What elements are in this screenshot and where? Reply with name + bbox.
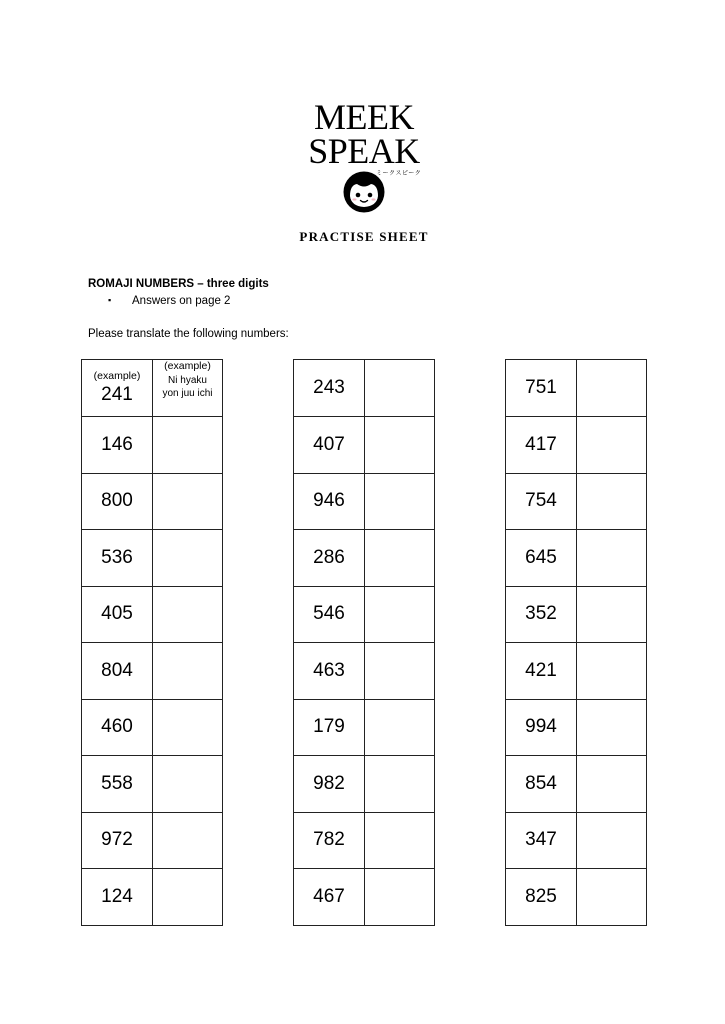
table-row	[82, 812, 223, 869]
table-row	[506, 473, 647, 530]
number-cell: 854	[506, 756, 577, 813]
example-answer-cell	[153, 360, 223, 417]
answer-cell[interactable]	[153, 643, 223, 700]
table-row	[506, 869, 647, 926]
number-cell: 179	[294, 699, 365, 756]
number-cell: 347	[506, 812, 577, 869]
number-cell: 460	[82, 699, 153, 756]
answer-cell[interactable]	[153, 417, 223, 474]
answer-cell[interactable]	[153, 473, 223, 530]
table-row	[294, 530, 435, 587]
answer-cell[interactable]	[365, 586, 435, 643]
number-grid-1	[81, 359, 223, 926]
answer-cell[interactable]	[365, 869, 435, 926]
answer-cell[interactable]	[365, 530, 435, 587]
table-row	[506, 586, 647, 643]
answer-cell[interactable]	[577, 530, 647, 587]
answer-cell[interactable]	[577, 812, 647, 869]
number-cell: 407	[294, 417, 365, 474]
answer-cell[interactable]	[153, 699, 223, 756]
number-cell: 146	[82, 417, 153, 474]
answer-cell[interactable]	[153, 530, 223, 587]
answer-cell[interactable]	[365, 360, 435, 417]
table-row	[294, 699, 435, 756]
answer-cell[interactable]	[577, 643, 647, 700]
number-grid-2	[293, 359, 435, 926]
answer-cell[interactable]	[577, 417, 647, 474]
answer-cell[interactable]	[365, 417, 435, 474]
mascot-face-icon	[343, 171, 385, 213]
table-row	[82, 360, 223, 417]
bullet-icon: ▪	[108, 295, 112, 305]
instruction-text: Please translate the following numbers:	[88, 328, 289, 340]
table-row	[294, 869, 435, 926]
table-row	[506, 699, 647, 756]
table-row	[294, 417, 435, 474]
number-cell: 800	[82, 473, 153, 530]
number-cell: 982	[294, 756, 365, 813]
table-row	[82, 586, 223, 643]
number-cell: 782	[294, 812, 365, 869]
answer-cell[interactable]	[577, 869, 647, 926]
number-cell: 536	[82, 530, 153, 587]
table-row	[506, 756, 647, 813]
number-cell: 546	[294, 586, 365, 643]
number-cell: 825	[506, 869, 577, 926]
brand-logo	[292, 97, 436, 177]
answer-cell[interactable]	[577, 586, 647, 643]
table-row	[506, 643, 647, 700]
number-cell: 286	[294, 530, 365, 587]
answer-cell[interactable]	[577, 473, 647, 530]
example-label: (example)	[93, 370, 141, 382]
number-cell: 405	[82, 586, 153, 643]
example-answer-line-2: yon juu ichi	[162, 388, 213, 399]
answer-cell[interactable]	[365, 756, 435, 813]
answer-cell[interactable]	[153, 869, 223, 926]
number-cell: 994	[506, 699, 577, 756]
table-row	[82, 699, 223, 756]
table-row	[506, 812, 647, 869]
table-row	[294, 812, 435, 869]
answer-cell[interactable]	[365, 699, 435, 756]
number-cell: 352	[506, 586, 577, 643]
answer-cell[interactable]	[577, 699, 647, 756]
table-row	[294, 586, 435, 643]
number-grid-3	[505, 359, 647, 926]
answer-cell[interactable]	[365, 643, 435, 700]
number-cell: 558	[82, 756, 153, 813]
example-number: 241	[101, 384, 133, 405]
table-row	[294, 756, 435, 813]
brand-line-2: SPEAK	[308, 131, 420, 171]
table-row	[506, 360, 647, 417]
number-cell: 972	[82, 812, 153, 869]
brand-line-1: MEEK	[314, 97, 414, 137]
answer-cell[interactable]	[365, 473, 435, 530]
answer-cell[interactable]	[153, 586, 223, 643]
table-row	[82, 756, 223, 813]
number-cell: 243	[294, 360, 365, 417]
number-cell: 417	[506, 417, 577, 474]
answer-cell[interactable]	[153, 756, 223, 813]
brand-kana: ミークスピーク	[376, 170, 422, 177]
table-row	[506, 530, 647, 587]
number-cell: 754	[506, 473, 577, 530]
number-cell: 463	[294, 643, 365, 700]
table-row	[294, 360, 435, 417]
table-row	[506, 417, 647, 474]
number-cell: 645	[506, 530, 577, 587]
table-row	[82, 417, 223, 474]
table-row	[82, 530, 223, 587]
table-row	[82, 869, 223, 926]
number-cell: 467	[294, 869, 365, 926]
example-answer-label: (example)	[164, 360, 211, 372]
example-number-cell	[82, 360, 153, 417]
answer-cell[interactable]	[153, 812, 223, 869]
answer-cell[interactable]	[577, 360, 647, 417]
example-answer-line-1: Ni hyaku	[168, 375, 207, 386]
number-cell: 804	[82, 643, 153, 700]
answer-cell[interactable]	[365, 812, 435, 869]
table-row	[294, 643, 435, 700]
table-row	[82, 473, 223, 530]
number-cell: 751	[506, 360, 577, 417]
number-cell: 946	[294, 473, 365, 530]
table-row	[294, 473, 435, 530]
table-row	[82, 643, 223, 700]
worksheet-heading: ROMAJI NUMBERS – three digits	[88, 278, 269, 290]
answers-note-text: Answers on page 2	[132, 295, 231, 307]
number-cell: 124	[82, 869, 153, 926]
sheet-title: PRACTISE SHEET	[299, 229, 429, 244]
answer-cell[interactable]	[577, 756, 647, 813]
number-cell: 421	[506, 643, 577, 700]
